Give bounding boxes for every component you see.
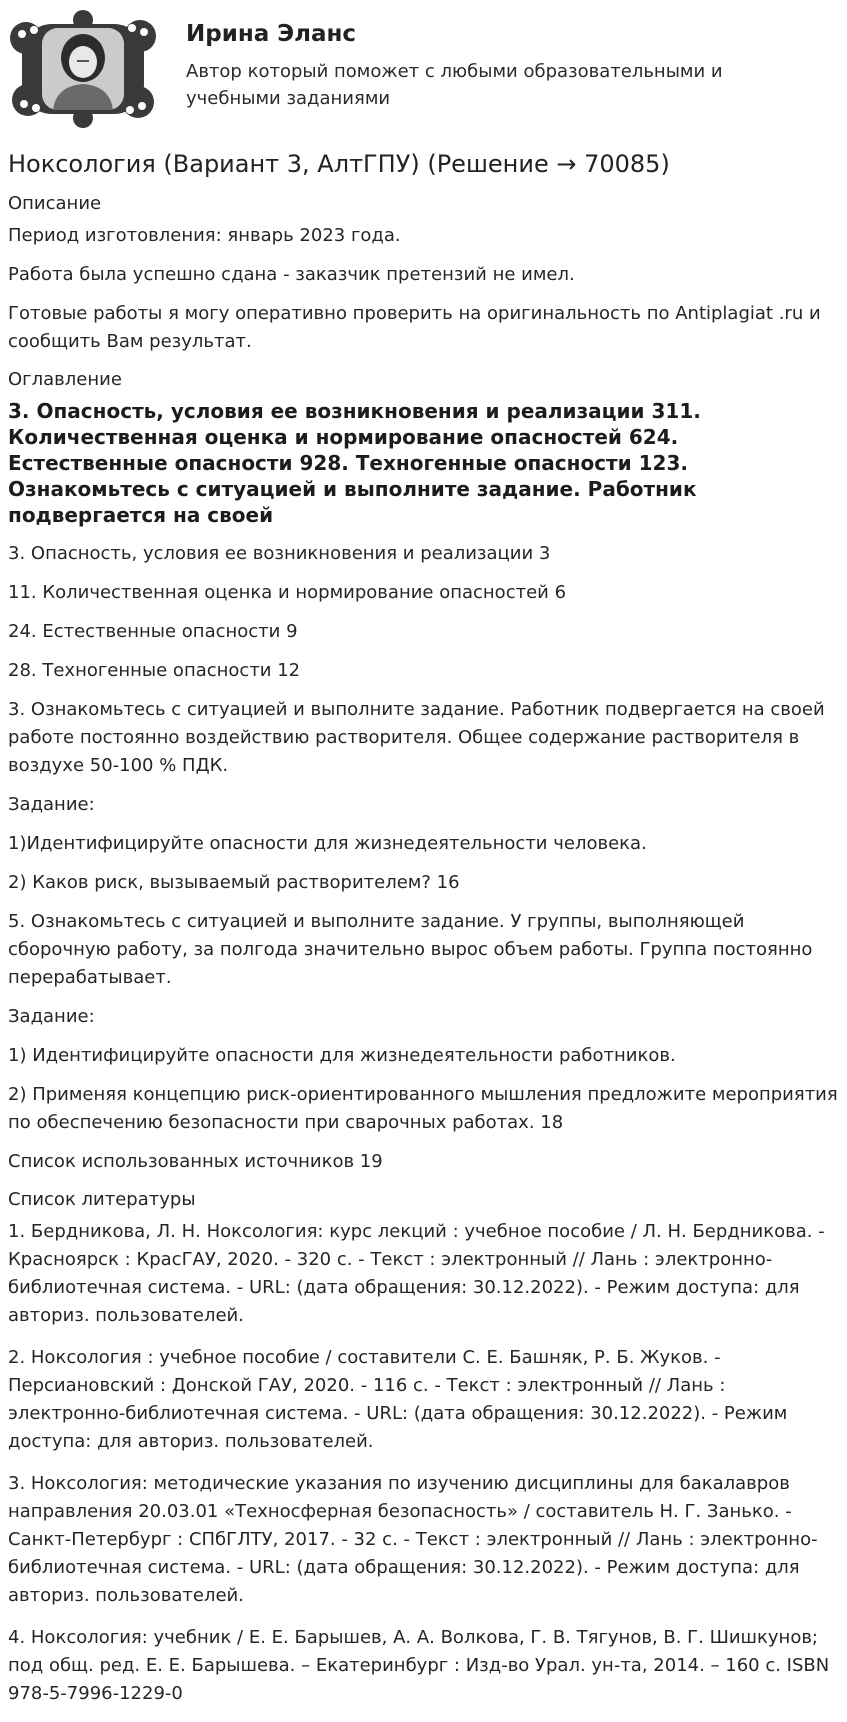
author-description: Автор который поможет с любыми образовательными и учебными заданиями [186,61,723,109]
toc-item: 2) Применяя концепцию риск-ориентированного мышления предложите мероприятия по обеспечению безопасности при сварочных работах. 18 [8,1084,838,1133]
toc-item: 28. Техногенные опасности 12 [8,660,301,681]
toc-item: 3. Опасность, условия ее возникновения и реализации 3 [8,543,551,564]
toc-summary: 3. Опасность, условия ее возникновения и реализации 311. Количественная оценка и нормирование опасностей 624. Естественные опасности 928. Техногенные опасности 123. Ознакомьтесь с ситуацией и выполните задание. Работник подвергается на своей [8,399,701,527]
description-period: Период изготовления: январь 2023 года. [8,225,401,246]
literature-item: 3. Ноксология: методические указания по изучению дисциплины для бакалавров направления 20.03.01 «Техносферная безопасность» / составитель Н. Г. Занько. - Санкт-Петербург : СПбГЛТУ, 2017. - 32 с. - Текст : электронный // Лань : электронно-библиотечная система. - URL: (дата обращения: 30.12.2022). - Режим доступа: для авториз. пользователей. [8,1473,818,1606]
author-name[interactable]: Ирина Эланс [186,21,357,47]
toc-item: Задание: [8,1006,95,1027]
toc-item: 24. Естественные опасности 9 [8,621,298,642]
description-status: Работа была успешно сдана - заказчик претензий не имел. [8,264,575,285]
toc-item: 1)Идентифицируйте опасности для жизнедеятельности человека. [8,833,647,854]
author-avatar[interactable] [8,8,158,128]
literature-label: Список литературы [8,1189,196,1210]
literature-item: 4. Ноксология: учебник / Е. Е. Барышев, А. А. Волкова, Г. В. Тягунов, В. Г. Шишкунов; под общ. ред. Е. Е. Барышева. – Екатеринбург : Изд-во Урал. ун-та, 2014. – 160 с. ISBN 978-5-7996-1229-0 [8,1627,830,1704]
toc-item: Список использованных источников 19 [8,1151,383,1172]
author-card [8,8,838,128]
toc-label: Оглавление [8,369,122,390]
literature-item: 1. Бердникова, Л. Н. Ноксология: курс лекций : учебное пособие / Л. Н. Бердникова. - Красноярск : КрасГАУ, 2020. - 320 с. - Текст : электронный // Лань : электронно-библиотечная система. - URL: (дата обращения: 30.12.2022). - Режим доступа: для авториз. пользователей. [8,1221,825,1326]
toc-item: 5. Ознакомьтесь с ситуацией и выполните задание. У группы, выполняющей сборочную работу, за полгода значительно вырос объем работы. Группа постоянно перерабатывает. [8,911,813,988]
toc-item: 2) Каков риск, вызываемый растворителем? 16 [8,872,460,893]
toc-item: Задание: [8,794,95,815]
toc-item: 3. Ознакомьтесь с ситуацией и выполните задание. Работник подвергается на своей работе постоянно воздействию растворителя. Общее содержание растворителя в воздухе 50-100 % ПДК. [8,699,825,776]
literature-item: 2. Ноксология : учебное пособие / составители С. Е. Башняк, Р. Б. Жуков. - Персиановский : Донской ГАУ, 2020. - 116 с. - Текст : электронный // Лань : электронно-библиотечная система. - URL: (дата обращения: 30.12.2022). - Режим доступа: для авториз. пользователей. [8,1347,788,1452]
document-title: Ноксология (Вариант 3, АлтГПУ) (Решение → 70085) [8,150,670,178]
toc-item: 11. Количественная оценка и нормирование опасностей 6 [8,582,567,603]
toc-item: 1) Идентифицируйте опасности для жизнедеятельности работников. [8,1045,676,1066]
document-content [8,147,840,1722]
description-antiplagiat: Готовые работы я могу оперативно проверить на оригинальность по Antiplagiat .ru и сообщить Вам результат. [8,303,821,352]
description-label: Описание [8,193,102,214]
